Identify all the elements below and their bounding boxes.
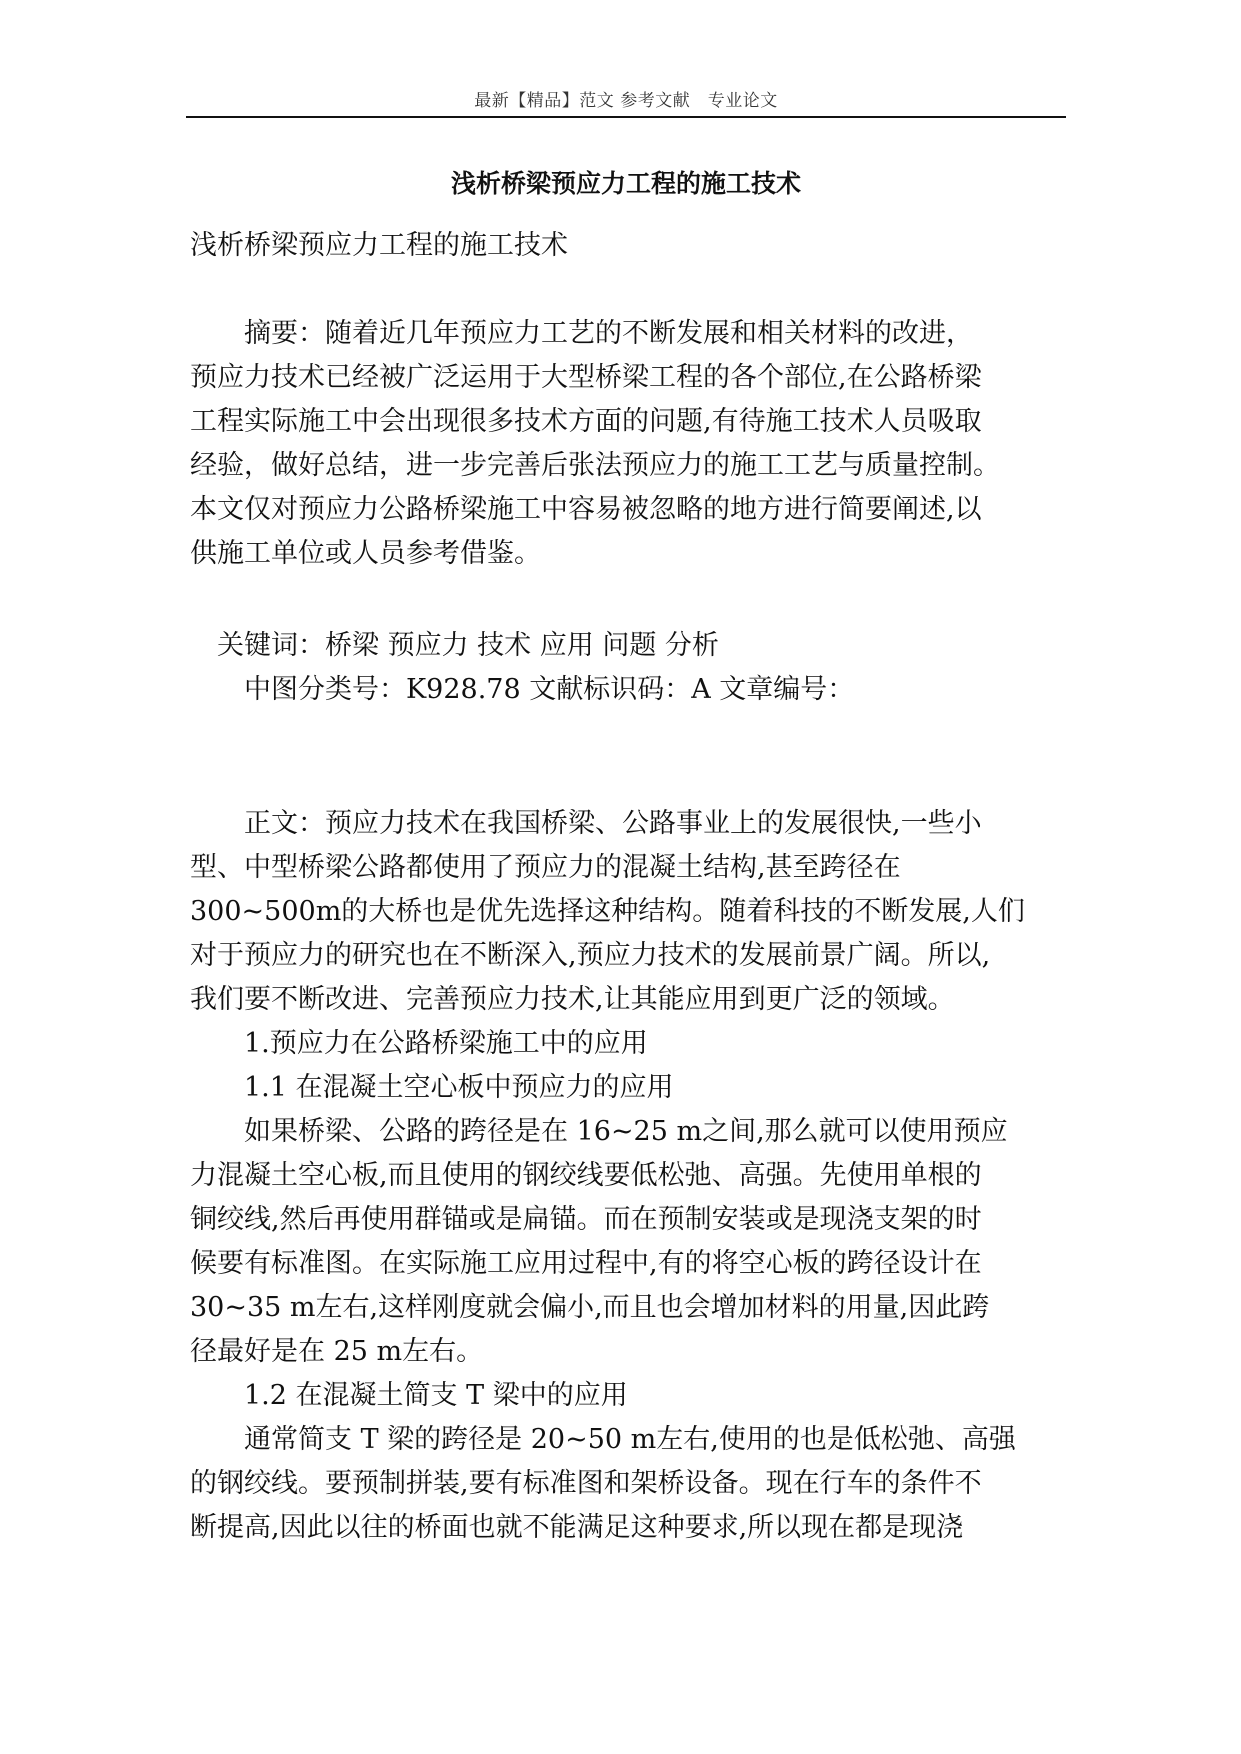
page-header: 最新【精品】范文 参考文献 专业论文 — [474, 91, 778, 111]
paragraph-line: 候要有标准图。在实际施工应用过程中,有的将空心板的跨径设计在 — [190, 1248, 982, 1279]
abstract — [190, 312, 1070, 576]
subtitle: 浅析桥梁预应力工程的施工技术 — [190, 230, 568, 261]
paragraph-line: 300~500m的大桥也是优先选择这种结构。随着科技的不断发展,人们 — [190, 896, 1025, 927]
abstract-line: 供施工单位或人员参考借鉴。 — [190, 538, 541, 569]
abstract-line: 预应力技术已经被广泛运用于大型桥梁工程的各个部位,在公路桥梁 — [190, 362, 982, 393]
abstract-line: 摘要：随着近几年预应力工艺的不断发展和相关材料的改进， — [190, 318, 973, 349]
paragraph-line: 30~35 m左右,这样刚度就会偏小,而且也会增加材料的用量,因此跨 — [190, 1292, 990, 1323]
main-text — [190, 802, 1070, 1550]
paragraph-line: 铜绞线,然后再使用群锚或是扁锚。而在预制安装或是现浇支架的时 — [190, 1204, 982, 1235]
paragraph-line: 如果桥梁、公路的跨径是在 16~25 m之间,那么就可以使用预应 — [190, 1116, 1008, 1147]
paragraph-line: 对于预应力的研究也在不断深入,预应力技术的发展前景广阔。所以, — [190, 940, 991, 971]
document-body — [190, 224, 1070, 1550]
subsection-heading: 1.1 在混凝土空心板中预应力的应用 — [190, 1072, 674, 1103]
classification: 中图分类号：K928.78 文献标识码：A 文章编号： — [190, 674, 855, 705]
spacer — [190, 576, 1070, 624]
section-heading: 1.预应力在公路桥梁施工中的应用 — [190, 1028, 648, 1059]
paragraph-line: 正文：预应力技术在我国桥梁、公路事业上的发展很快,一些小 — [190, 808, 982, 839]
spacer — [190, 712, 1070, 802]
document-title: 浅析桥梁预应力工程的施工技术 — [450, 169, 801, 198]
paragraph-line: 力混凝土空心板,而且使用的钢绞线要低松弛、高强。先使用单根的 — [190, 1160, 982, 1191]
abstract-line: 经验，做好总结，进一步完善后张法预应力的施工工艺与质量控制。 — [190, 450, 1000, 481]
paragraph-line: 型、中型桥梁公路都使用了预应力的混凝土结构,甚至跨径在 — [190, 852, 901, 883]
paragraph-line: 断提高,因此以往的桥面也就不能满足这种要求,所以现在都是现浇 — [190, 1512, 964, 1543]
header-rule — [186, 116, 1066, 118]
paragraph-line: 通常简支 T 梁的跨径是 20~50 m左右,使用的也是低松弛、高强 — [190, 1424, 1016, 1455]
abstract-line: 本文仅对预应力公路桥梁施工中容易被忽略的地方进行简要阐述,以 — [190, 494, 982, 525]
paragraph-line: 的钢绞线。要预制拼装,要有标准图和架桥设备。现在行车的条件不 — [190, 1468, 982, 1499]
abstract-line: 工程实际施工中会出现很多技术方面的问题,有待施工技术人员吸取 — [190, 406, 982, 437]
keywords: 关键词：桥梁 预应力 技术 应用 问题 分析 — [190, 630, 719, 661]
subsection-heading: 1.2 在混凝土简支 T 梁中的应用 — [190, 1380, 628, 1411]
paragraph-line: 径最好是在 25 m左右。 — [190, 1336, 484, 1367]
paragraph-line: 我们要不断改进、完善预应力技术,让其能应用到更广泛的领域。 — [190, 984, 955, 1015]
